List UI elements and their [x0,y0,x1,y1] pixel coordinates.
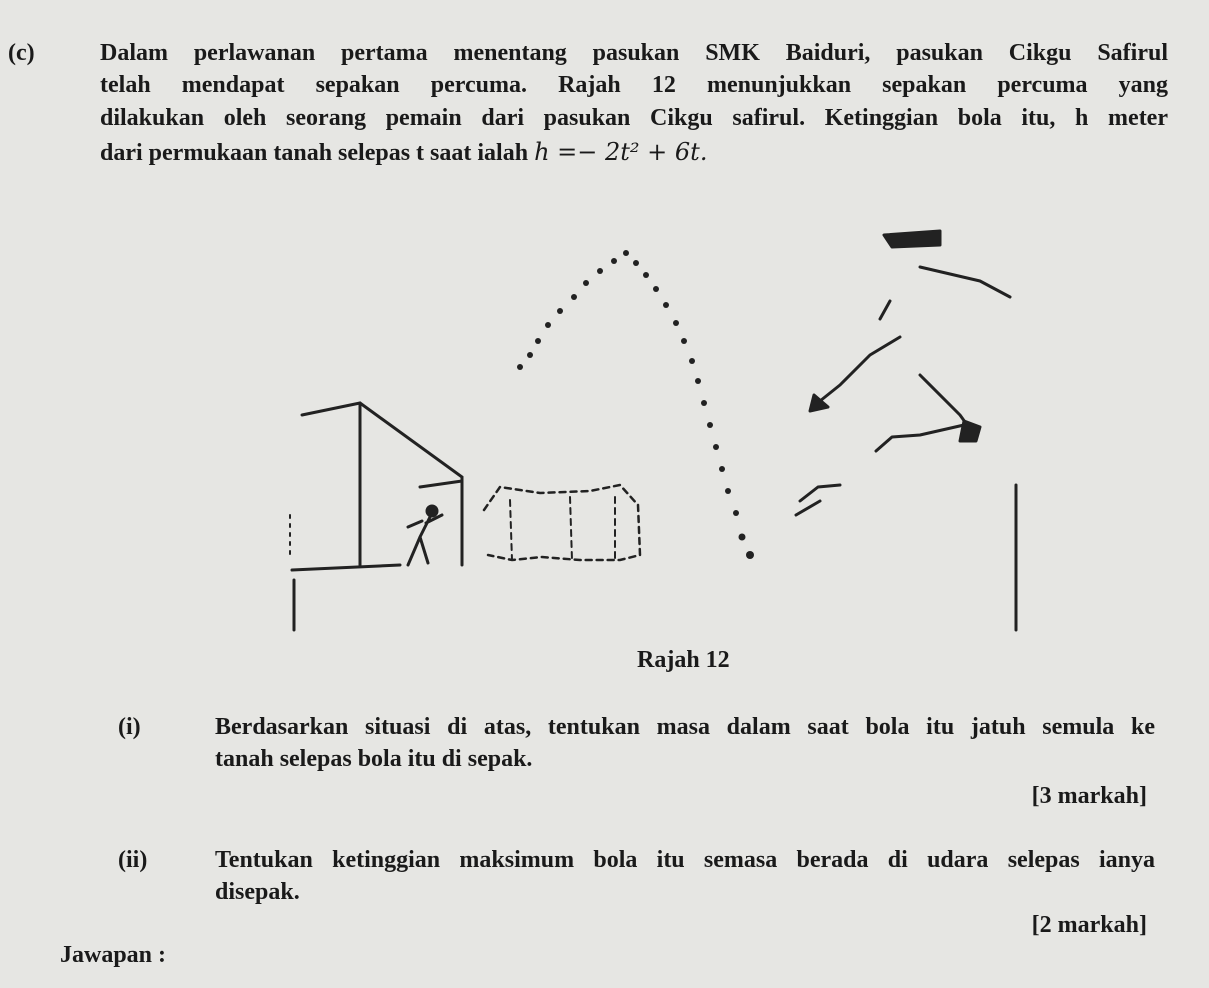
part-ii-line-2: disepak. [215,879,300,905]
defensive-wall [484,485,640,560]
part-i-line-1: Berdasarkan situasi di atas, tentukan masa dalam saat bola itu jatuh semula ke [215,714,1155,740]
part-i-line-2: tanah selepas bola itu di sepak. [215,746,533,772]
answer-label: Jawapan : [60,942,167,968]
part-i-marks: [3 markah] [1031,783,1147,809]
kicker-figure [796,231,1016,630]
question-line-2: telah mendapat sepakan percuma. Rajah 12 menunjukkan sepakan percuma yang [100,72,1168,98]
part-ii-line-1: Tentukan ketinggian maksimum bola itu semasa berada di udara selepas ianya [215,847,1155,873]
question-line-1: Dalam perlawanan pertama menentang pasukan SMK Baiduri, pasukan Cikgu Safirul [100,40,1168,66]
part-ii-label: (ii) [118,847,148,873]
part-ii-marks: [2 markah] [1031,912,1147,938]
part-i-label: (i) [118,714,141,740]
figure-caption: Rajah 12 [637,647,730,673]
question-label: (c) [8,40,35,66]
height-equation: h =− 2t² + 6t. [534,138,708,166]
goalkeeper-figure [408,506,442,565]
ball-trajectory [517,250,754,559]
question-line-4 [100,137,707,168]
question-line-4-text: dari permukaan tanah selepas t saat ialah [100,140,529,166]
free-kick-illustration [280,215,1040,635]
question-line-3: dilakukan oleh seorang pemain dari pasukan Cikgu safirul. Ketinggian bola itu, h meter [100,105,1168,131]
